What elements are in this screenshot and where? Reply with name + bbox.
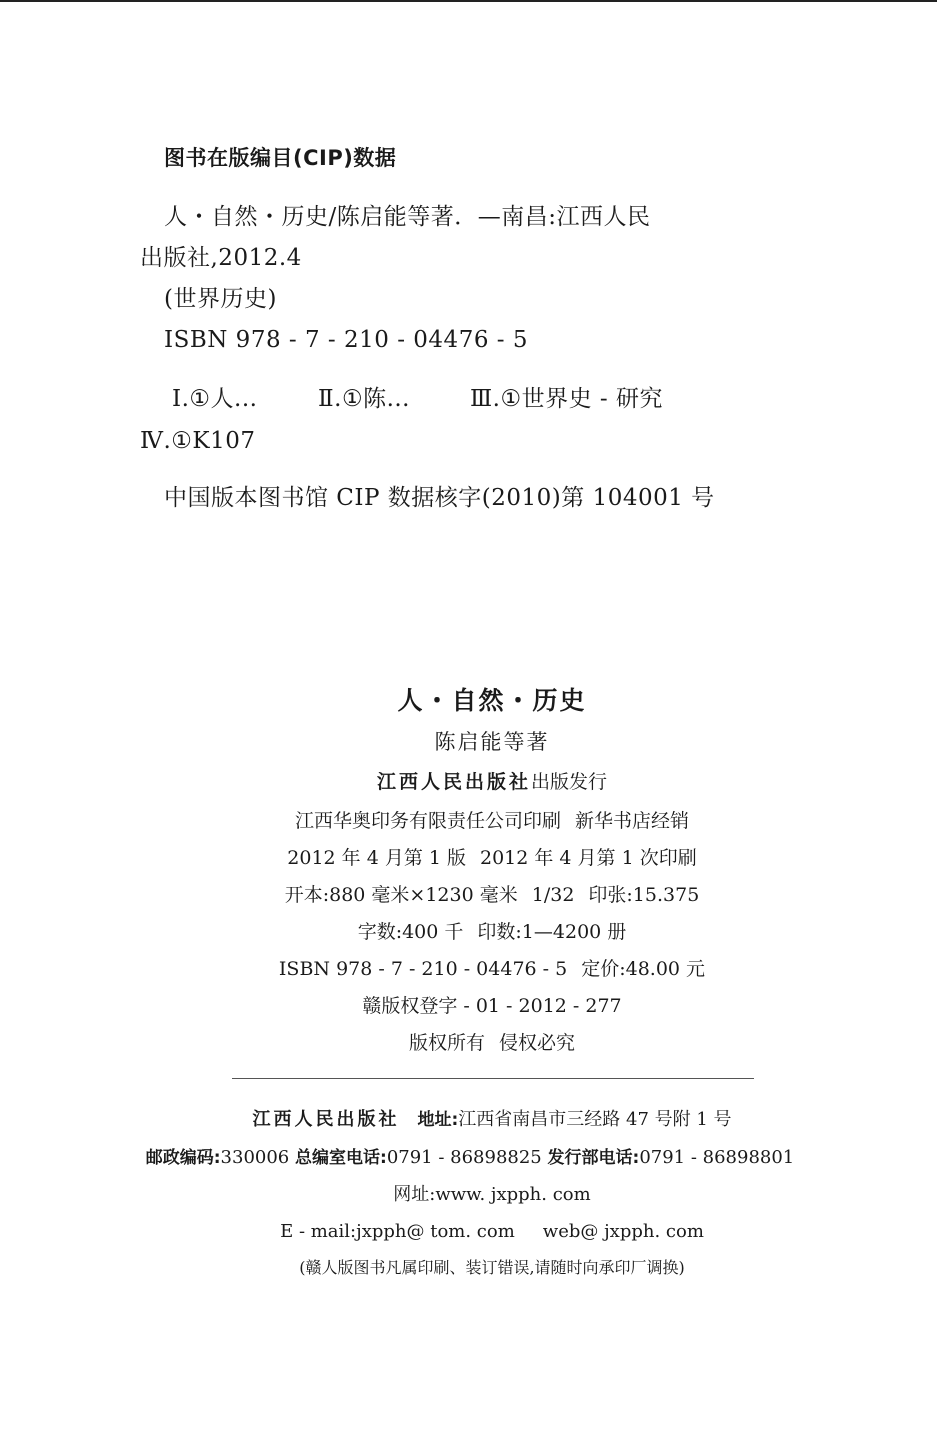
cip-series-line: (世界历史) [164, 286, 277, 312]
word-count: 字数:400 千 [357, 921, 464, 943]
sales-phone: 0791 - 86898801 [639, 1147, 795, 1168]
editorial-phone-label: 总编室电话: [295, 1148, 387, 1168]
fold: 1/32 [531, 884, 575, 906]
format-line [0, 883, 937, 907]
cip-classification-2: Ⅱ.①陈... [318, 386, 410, 412]
footer-address-line [0, 1108, 937, 1132]
email-label: E - mail: [280, 1221, 357, 1242]
publisher-line [0, 770, 937, 794]
cip-heading: 图书在版编目(CIP)数据 [164, 146, 397, 170]
printer: 江西华奥印务有限责任公司印刷 [294, 810, 561, 832]
book-author: 陈启能等著 [434, 730, 550, 754]
editorial-phone: 0791 - 86898825 [386, 1147, 542, 1168]
infringement-notice: 侵权必究 [499, 1032, 576, 1054]
cip-classification-1: Ⅰ.①人... [172, 386, 258, 412]
price: 定价:48.00 元 [581, 958, 706, 980]
book-title: 人・自然・历史 [397, 686, 587, 715]
cip-isbn-line: ISBN 978 - 7 - 210 - 04476 - 5 [164, 327, 528, 353]
distributor: 新华书店经销 [575, 810, 690, 832]
email: jxpph@ tom. com [356, 1221, 515, 1242]
postcode-label: 邮政编码: [145, 1148, 221, 1168]
top-border-line [0, 0, 937, 2]
rights-line [0, 1031, 937, 1055]
footer-website-line [0, 1183, 937, 1207]
printing: 2012 年 4 月第 1 次印刷 [480, 847, 697, 869]
count-line [0, 920, 937, 944]
format: 开本:880 毫米×1230 毫米 [284, 884, 518, 906]
cip-publisher-line: 出版社,2012.4 [140, 245, 302, 271]
isbn-price-line [0, 957, 937, 981]
footer-email-line [0, 1220, 937, 1244]
footer-publisher-name: 江西人民出版社 [252, 1109, 400, 1130]
web-email: web@ jxpph. com [542, 1221, 704, 1242]
cip-title-line: 人・自然・历史/陈启能等著．—南昌:江西人民 [164, 204, 651, 230]
registration-line: 赣版权登字 - 01 - 2012 - 277 [362, 995, 622, 1017]
footer-replacement-note: (赣人版图书凡属印刷、装订错误,请随时向承印厂调换) [299, 1258, 685, 1277]
section-divider [232, 1078, 754, 1079]
cip-classification-3: Ⅲ.①世界史 - 研究 [470, 386, 664, 412]
publisher-name: 江西人民出版社 [376, 771, 531, 793]
sales-phone-label: 发行部电话: [547, 1148, 640, 1168]
postcode: 330006 [220, 1147, 290, 1168]
rights-reserved: 版权所有 [408, 1032, 485, 1054]
footer-contact-line [0, 1146, 937, 1170]
sheets: 印张:15.375 [588, 884, 700, 906]
address: 江西省南昌市三经路 47 号附 1 号 [458, 1109, 732, 1130]
cip-verification-line: 中国版本图书馆 CIP 数据核字(2010)第 104001 号 [164, 485, 715, 511]
printer-line [0, 809, 937, 833]
website: www. jxpph. com [435, 1184, 591, 1205]
website-label: 网址: [393, 1184, 436, 1205]
cip-classification-4: Ⅳ.①K107 [140, 428, 256, 454]
publisher-suffix: 出版发行 [531, 771, 608, 793]
address-label: 地址: [417, 1110, 459, 1130]
edition: 2012 年 4 月第 1 版 [287, 847, 466, 869]
edition-line [0, 846, 937, 870]
print-run: 印数:1—4200 册 [477, 921, 627, 943]
colophon-isbn: ISBN 978 - 7 - 210 - 04476 - 5 [278, 958, 568, 980]
